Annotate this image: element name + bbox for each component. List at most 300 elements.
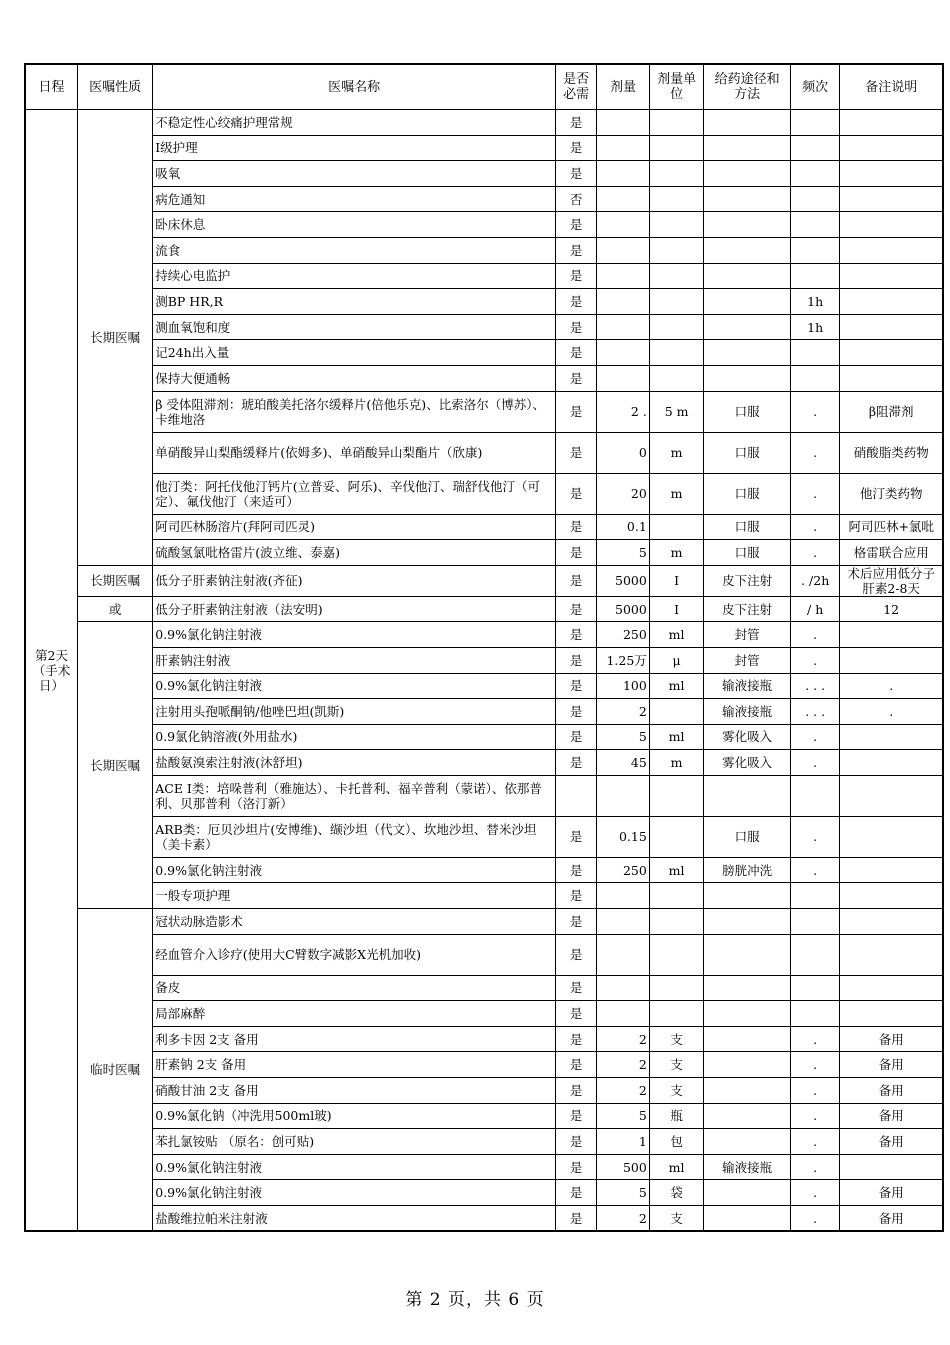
route-method <box>704 314 791 340</box>
frequency <box>790 161 839 187</box>
dose-value: 2 <box>597 1052 650 1078</box>
dose-value <box>597 161 650 187</box>
order-name: Ⅰ级护理 <box>153 135 556 161</box>
dose-unit: m <box>649 750 704 776</box>
note: 备用 <box>840 1026 943 1052</box>
note <box>840 1154 943 1180</box>
dose-unit <box>649 135 704 161</box>
order-row <box>25 975 943 1001</box>
order-row <box>25 289 943 315</box>
frequency: . <box>790 473 839 514</box>
medical-order-table <box>24 63 944 1232</box>
order-row <box>25 565 943 596</box>
note <box>840 647 943 673</box>
required-flag: 是 <box>556 699 597 725</box>
required-flag: 是 <box>556 647 597 673</box>
order-name: 肝素钠 2支 备用 <box>153 1052 556 1078</box>
required-flag: 是 <box>556 237 597 263</box>
route-method <box>704 263 791 289</box>
note <box>840 289 943 315</box>
dose-unit: m <box>649 432 704 473</box>
order-name: 一般专项护理 <box>153 883 556 909</box>
order-row <box>25 699 943 725</box>
dose-unit: 支 <box>649 1026 704 1052</box>
order-row <box>25 857 943 883</box>
order-name: 0.9%氯化钠注射液 <box>153 1180 556 1206</box>
dose-unit: ml <box>649 857 704 883</box>
frequency <box>790 1001 839 1027</box>
route-method <box>704 1026 791 1052</box>
dose-value <box>597 289 650 315</box>
required-flag: 是 <box>556 975 597 1001</box>
order-name: 硝酸甘油 2支 备用 <box>153 1078 556 1104</box>
order-row <box>25 161 943 187</box>
frequency <box>790 883 839 909</box>
dose-unit: 支 <box>649 1078 704 1104</box>
required-flag: 是 <box>556 161 597 187</box>
required-flag: 是 <box>556 857 597 883</box>
required-flag: 是 <box>556 596 597 622</box>
order-name: 0.9%氯化钠（冲洗用500ml玻) <box>153 1103 556 1129</box>
route-method <box>704 775 791 816</box>
required-flag: 是 <box>556 1052 597 1078</box>
frequency: . <box>790 540 839 566</box>
note <box>840 237 943 263</box>
order-name: 吸氧 <box>153 161 556 187</box>
dose-value <box>597 237 650 263</box>
dose-unit: m <box>649 473 704 514</box>
note <box>840 909 943 935</box>
required-flag <box>556 775 597 816</box>
dose-value <box>597 975 650 1001</box>
frequency <box>790 237 839 263</box>
dose-unit: 瓶 <box>649 1103 704 1129</box>
dose-unit: I <box>649 596 704 622</box>
dose-value: 250 <box>597 622 650 648</box>
order-row <box>25 365 943 391</box>
required-flag: 是 <box>556 883 597 909</box>
order-row <box>25 775 943 816</box>
dose-value <box>597 135 650 161</box>
route-method <box>704 289 791 315</box>
route-method <box>704 365 791 391</box>
frequency <box>790 135 839 161</box>
dose-unit: μ <box>649 647 704 673</box>
frequency <box>790 775 839 816</box>
order-row <box>25 540 943 566</box>
route-method: 输液接瓶 <box>704 673 791 699</box>
dose-unit <box>649 237 704 263</box>
frequency: . <box>790 724 839 750</box>
order-name: 盐酸维拉帕米注射液 <box>153 1206 556 1232</box>
note <box>840 1001 943 1027</box>
order-name: 保持大便通畅 <box>153 365 556 391</box>
order-name: 利多卡因 2支 备用 <box>153 1026 556 1052</box>
note: 备用 <box>840 1129 943 1155</box>
dose-unit: m <box>649 540 704 566</box>
order-name: 测BP HR,R <box>153 289 556 315</box>
dose-value: 250 <box>597 857 650 883</box>
route-method <box>704 1180 791 1206</box>
dose-value: 2 <box>597 1078 650 1104</box>
dose-value <box>597 186 650 212</box>
note: . <box>840 699 943 725</box>
dose-unit <box>649 186 704 212</box>
route-method: 封管 <box>704 622 791 648</box>
dose-unit <box>649 909 704 935</box>
frequency: . <box>790 1129 839 1155</box>
order-row <box>25 1026 943 1052</box>
order-row <box>25 909 943 935</box>
dose-unit <box>649 289 704 315</box>
order-row <box>25 596 943 622</box>
frequency: . <box>790 1103 839 1129</box>
route-method <box>704 1052 791 1078</box>
frequency: . <box>790 647 839 673</box>
dose-value: 20 <box>597 473 650 514</box>
order-row <box>25 391 943 432</box>
dose-value: 5 <box>597 540 650 566</box>
route-method: 口服 <box>704 391 791 432</box>
frequency: 1h <box>790 314 839 340</box>
frequency <box>790 365 839 391</box>
note <box>840 775 943 816</box>
frequency <box>790 212 839 238</box>
order-row <box>25 622 943 648</box>
order-row <box>25 135 943 161</box>
header-col-required: 是否 必需 <box>556 64 597 110</box>
note <box>840 212 943 238</box>
order-row <box>25 110 943 136</box>
dose-unit: 支 <box>649 1206 704 1232</box>
route-method <box>704 237 791 263</box>
dose-value <box>597 934 650 975</box>
frequency: . <box>790 622 839 648</box>
required-flag: 否 <box>556 186 597 212</box>
dose-value <box>597 1001 650 1027</box>
required-flag: 是 <box>556 1103 597 1129</box>
dose-unit <box>649 699 704 725</box>
order-nature: 长期医嘱 <box>78 110 153 566</box>
required-flag: 是 <box>556 1180 597 1206</box>
page-footer: 第 2 页，共 6 页 <box>405 1290 545 1310</box>
dose-value: 2 <box>597 699 650 725</box>
route-method <box>704 110 791 136</box>
order-row <box>25 186 943 212</box>
required-flag: 是 <box>556 212 597 238</box>
note <box>840 883 943 909</box>
frequency <box>790 934 839 975</box>
note <box>840 816 943 857</box>
dose-unit <box>649 975 704 1001</box>
route-method <box>704 186 791 212</box>
required-flag: 是 <box>556 314 597 340</box>
route-method: 口服 <box>704 816 791 857</box>
dose-value <box>597 110 650 136</box>
order-row <box>25 883 943 909</box>
route-method <box>704 909 791 935</box>
order-row <box>25 1001 943 1027</box>
order-name: 备皮 <box>153 975 556 1001</box>
note: 他汀类药物 <box>840 473 943 514</box>
order-name: 0.9氯化钠溶液(外用盐水) <box>153 724 556 750</box>
dose-unit <box>649 883 704 909</box>
required-flag: 是 <box>556 473 597 514</box>
day-label: 第2天 （手术 日） <box>25 110 78 1232</box>
order-row <box>25 816 943 857</box>
note: 备用 <box>840 1078 943 1104</box>
dose-value: 1 <box>597 1129 650 1155</box>
order-nature: 临时医嘱 <box>78 909 153 1232</box>
order-name: 盐酸氨溴索注射液(沐舒坦) <box>153 750 556 776</box>
required-flag: 是 <box>556 432 597 473</box>
note: 备用 <box>840 1103 943 1129</box>
route-method: 输液接瓶 <box>704 1154 791 1180</box>
route-method: 口服 <box>704 514 791 540</box>
dose-unit <box>649 934 704 975</box>
order-row <box>25 750 943 776</box>
route-method: 雾化吸入 <box>704 750 791 776</box>
order-name: 0.9%氯化钠注射液 <box>153 1154 556 1180</box>
order-name: β 受体阻滞剂：琥珀酸美托洛尔缓释片(倍他乐克)、比索洛尔（博苏）、卡维地洛 <box>153 391 556 432</box>
dose-unit: 袋 <box>649 1180 704 1206</box>
route-method: 口服 <box>704 432 791 473</box>
dose-unit: ml <box>649 673 704 699</box>
route-method <box>704 1103 791 1129</box>
frequency <box>790 110 839 136</box>
dose-unit <box>649 212 704 238</box>
route-method <box>704 161 791 187</box>
note: 硝酸脂类药物 <box>840 432 943 473</box>
order-name: 记24h出入量 <box>153 340 556 366</box>
order-row <box>25 340 943 366</box>
required-flag: 是 <box>556 1154 597 1180</box>
order-row <box>25 1052 943 1078</box>
order-name: 单硝酸异山梨酯缓释片(依姆多)、单硝酸异山梨酯片（欣康) <box>153 432 556 473</box>
frequency: . <box>790 1154 839 1180</box>
note <box>840 365 943 391</box>
order-row <box>25 1154 943 1180</box>
order-row <box>25 432 943 473</box>
required-flag: 是 <box>556 565 597 596</box>
order-name: 不稳定性心绞痛护理常规 <box>153 110 556 136</box>
dose-unit <box>649 263 704 289</box>
order-name: 低分子肝素钠注射液(齐征) <box>153 565 556 596</box>
frequency: . <box>790 1026 839 1052</box>
dose-value <box>597 883 650 909</box>
route-method <box>704 1001 791 1027</box>
order-row <box>25 1180 943 1206</box>
route-method: 口服 <box>704 540 791 566</box>
header-row <box>25 64 943 110</box>
required-flag: 是 <box>556 514 597 540</box>
order-name: 局部麻醉 <box>153 1001 556 1027</box>
dose-unit: ml <box>649 1154 704 1180</box>
header-col-dose: 剂量 <box>597 64 650 110</box>
note <box>840 622 943 648</box>
frequency: . . . <box>790 699 839 725</box>
header-col-nature: 医嘱性质 <box>78 64 153 110</box>
note <box>840 750 943 776</box>
order-name: 流食 <box>153 237 556 263</box>
required-flag: 是 <box>556 1026 597 1052</box>
dose-value: 2 . <box>597 391 650 432</box>
route-method: 皮下注射 <box>704 565 791 596</box>
dose-unit <box>649 314 704 340</box>
route-method <box>704 883 791 909</box>
required-flag: 是 <box>556 540 597 566</box>
required-flag: 是 <box>556 135 597 161</box>
required-flag: 是 <box>556 365 597 391</box>
frequency <box>790 975 839 1001</box>
order-name: 卧床休息 <box>153 212 556 238</box>
order-row <box>25 673 943 699</box>
dose-value <box>597 314 650 340</box>
order-row <box>25 237 943 263</box>
note: 备用 <box>840 1180 943 1206</box>
order-name: 0.9%氯化钠注射液 <box>153 857 556 883</box>
dose-unit <box>649 340 704 366</box>
note: β阻滞剂 <box>840 391 943 432</box>
note: 术后应用低分子肝素2-8天 <box>840 565 943 596</box>
dose-value <box>597 263 650 289</box>
note <box>840 724 943 750</box>
dose-value <box>597 340 650 366</box>
dose-value <box>597 775 650 816</box>
required-flag: 是 <box>556 1129 597 1155</box>
header-col-unit: 剂量单 位 <box>649 64 704 110</box>
order-nature: 长期医嘱 <box>78 622 153 909</box>
order-name: 0.9%氯化钠注射液 <box>153 622 556 648</box>
order-row <box>25 1078 943 1104</box>
dose-unit <box>649 816 704 857</box>
note: 备用 <box>840 1052 943 1078</box>
order-name: 肝素钠注射液 <box>153 647 556 673</box>
frequency: . <box>790 1180 839 1206</box>
frequency: . <box>790 1078 839 1104</box>
order-row <box>25 473 943 514</box>
dose-value: 2 <box>597 1026 650 1052</box>
order-nature: 或 <box>78 596 153 622</box>
required-flag: 是 <box>556 391 597 432</box>
note <box>840 314 943 340</box>
frequency: . <box>790 1052 839 1078</box>
note <box>840 975 943 1001</box>
route-method <box>704 1206 791 1232</box>
frequency: . /2h <box>790 565 839 596</box>
dose-value <box>597 365 650 391</box>
dose-value: 5 <box>597 1180 650 1206</box>
order-name: 低分子肝素钠注射液（法安明) <box>153 596 556 622</box>
required-flag: 是 <box>556 909 597 935</box>
note <box>840 161 943 187</box>
dose-unit <box>649 775 704 816</box>
note: . <box>840 673 943 699</box>
dose-value: 45 <box>597 750 650 776</box>
order-name: 他汀类：阿托伐他汀钙片(立普妥、阿乐)、辛伐他汀、瑞舒伐他汀（可定）、氟伐他汀（来适可） <box>153 473 556 514</box>
dose-value: 500 <box>597 1154 650 1180</box>
dose-value: 0 <box>597 432 650 473</box>
frequency <box>790 909 839 935</box>
order-name: ACE I类：培哚普利（雅施达）、卡托普利、福辛普利（蒙诺）、依那普利、贝那普利（洛汀新） <box>153 775 556 816</box>
order-row <box>25 1103 943 1129</box>
order-row <box>25 314 943 340</box>
route-method <box>704 975 791 1001</box>
route-method: 封管 <box>704 647 791 673</box>
note <box>840 263 943 289</box>
order-row <box>25 212 943 238</box>
header-col-frequency: 频次 <box>790 64 839 110</box>
required-flag: 是 <box>556 1206 597 1232</box>
order-name: 硫酸氢氯吡格雷片(波立维、泰嘉) <box>153 540 556 566</box>
note <box>840 135 943 161</box>
required-flag: 是 <box>556 110 597 136</box>
route-method: 膀胱冲洗 <box>704 857 791 883</box>
dose-unit <box>649 110 704 136</box>
dose-value: 0.15 <box>597 816 650 857</box>
frequency <box>790 340 839 366</box>
order-name: 病危通知 <box>153 186 556 212</box>
order-name: 苯扎氯铵贴 （原名：创可贴) <box>153 1129 556 1155</box>
dose-unit: 5 m <box>649 391 704 432</box>
required-flag: 是 <box>556 622 597 648</box>
required-flag: 是 <box>556 340 597 366</box>
frequency: . <box>790 857 839 883</box>
order-row <box>25 647 943 673</box>
order-name: 冠状动脉造影术 <box>153 909 556 935</box>
order-row <box>25 514 943 540</box>
dose-value: 1.25万 <box>597 647 650 673</box>
header-col-day: 日程 <box>25 64 78 110</box>
note <box>840 186 943 212</box>
order-name: 阿司匹林肠溶片(拜阿司匹灵) <box>153 514 556 540</box>
note: 格雷联合应用 <box>840 540 943 566</box>
dose-unit: 支 <box>649 1052 704 1078</box>
note: 阿司匹林+氯吡 <box>840 514 943 540</box>
route-method: 口服 <box>704 473 791 514</box>
route-method: 输液接瓶 <box>704 699 791 725</box>
order-name: 0.9%氯化钠注射液 <box>153 673 556 699</box>
order-nature: 长期医嘱 <box>78 565 153 596</box>
required-flag: 是 <box>556 673 597 699</box>
required-flag: 是 <box>556 289 597 315</box>
required-flag: 是 <box>556 724 597 750</box>
dose-unit: I <box>649 565 704 596</box>
order-row <box>25 1129 943 1155</box>
order-name: 测血氧饱和度 <box>153 314 556 340</box>
dose-unit <box>649 514 704 540</box>
route-method: 皮下注射 <box>704 596 791 622</box>
frequency: . <box>790 391 839 432</box>
route-method <box>704 1078 791 1104</box>
order-name: 持续心电监护 <box>153 263 556 289</box>
order-name: ARB类：厄贝沙坦片(安博维)、缬沙坦（代文）、坎地沙坦、替米沙坦（美卡素） <box>153 816 556 857</box>
dose-value: 5000 <box>597 596 650 622</box>
required-flag: 是 <box>556 816 597 857</box>
header-col-note: 备注说明 <box>840 64 943 110</box>
frequency: . <box>790 1206 839 1232</box>
dose-value: 0.1 <box>597 514 650 540</box>
dose-unit <box>649 161 704 187</box>
frequency: . . . <box>790 673 839 699</box>
frequency <box>790 263 839 289</box>
required-flag: 是 <box>556 1078 597 1104</box>
dose-unit <box>649 365 704 391</box>
dose-value: 5 <box>597 724 650 750</box>
route-method <box>704 1129 791 1155</box>
dose-value: 2 <box>597 1206 650 1232</box>
frequency <box>790 186 839 212</box>
